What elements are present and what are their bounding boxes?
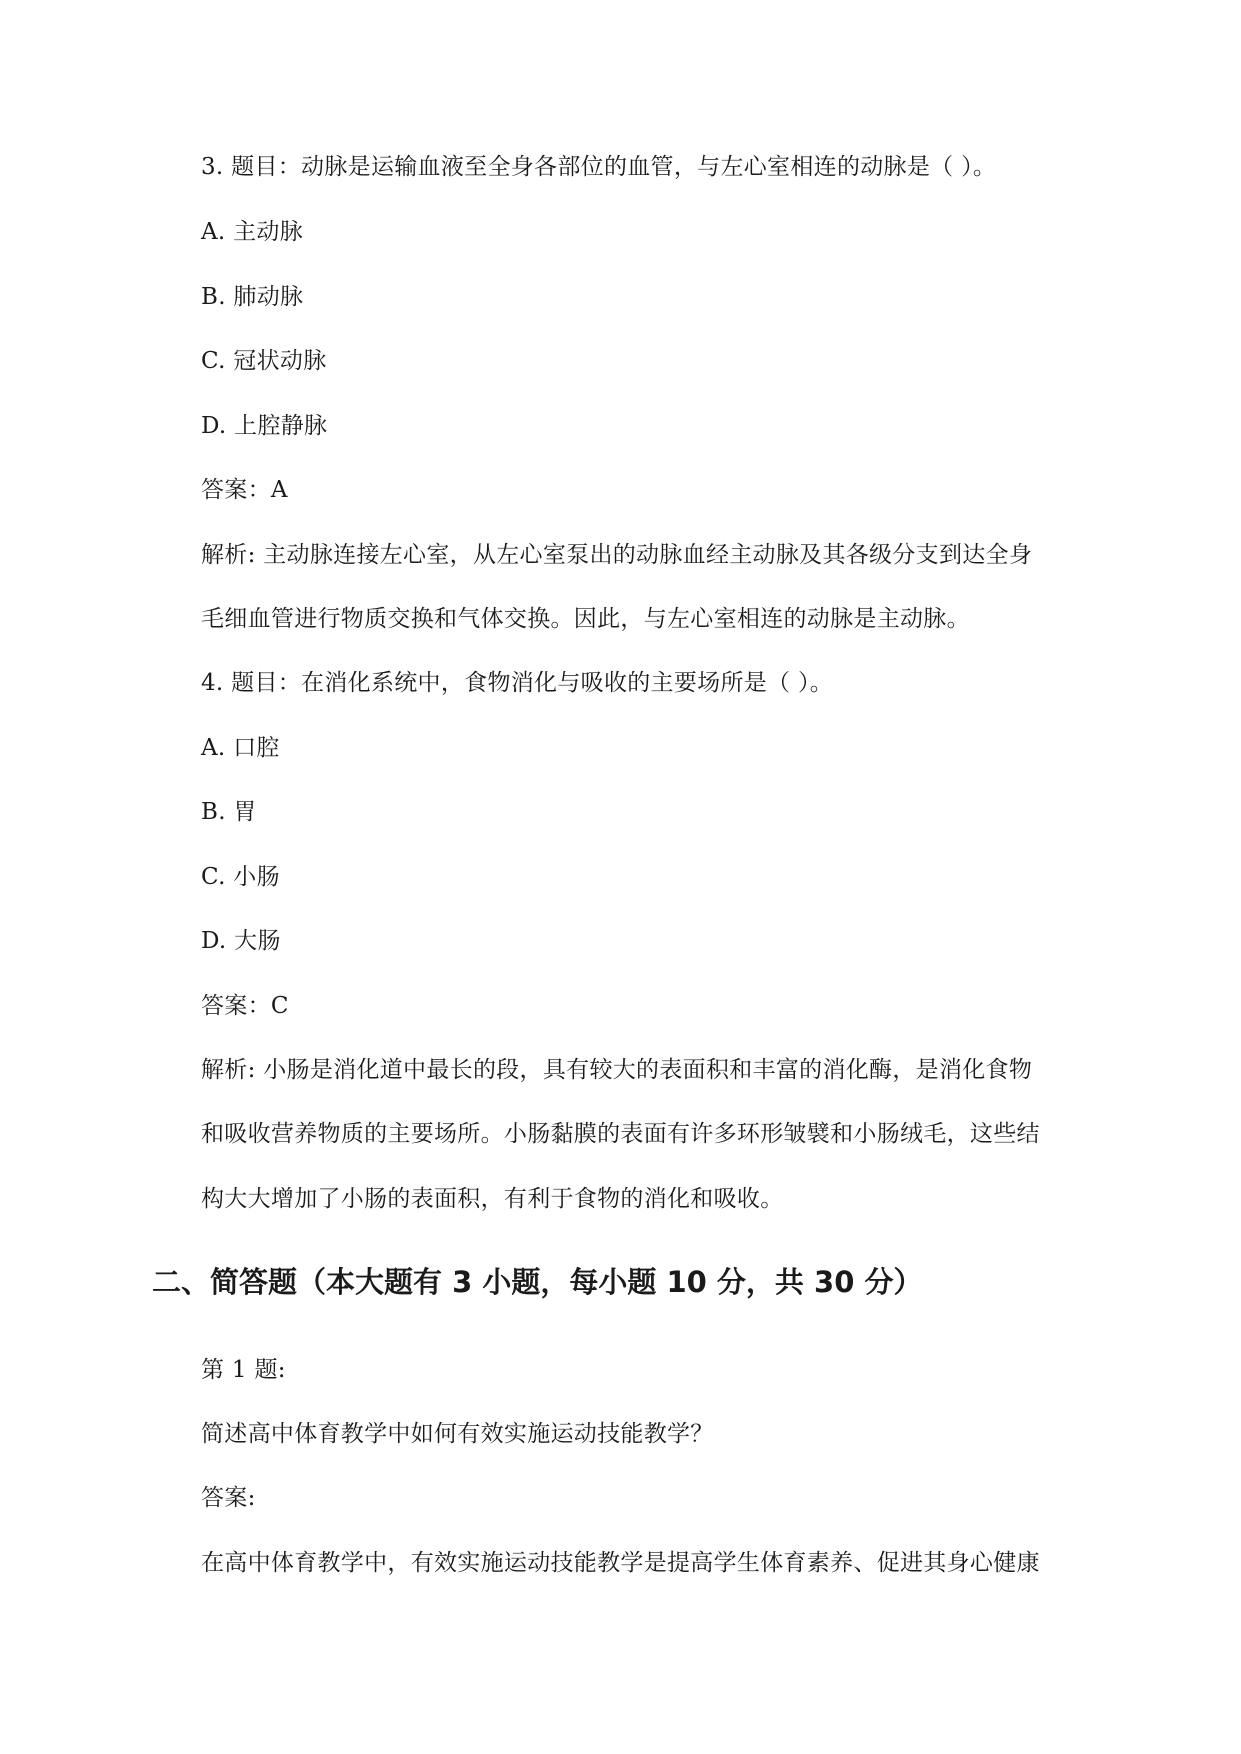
q4-answer: 答案：C — [201, 993, 289, 1019]
q4-option-b: B. 胃 — [201, 799, 257, 825]
q4-analysis-line: 和吸收营养物质的主要场所。小肠黏膜的表面有许多环形皱襞和小肠绒毛，这些结 — [201, 1121, 1040, 1147]
q3-answer: 答案：A — [201, 477, 288, 503]
q4-analysis-line: 解析: 小肠是消化道中最长的段，具有较大的表面积和丰富的消化酶，是消化食物 — [201, 1057, 1033, 1083]
q4-option-a: A. 口腔 — [201, 735, 280, 761]
q3-option-a: A. 主动脉 — [201, 219, 304, 245]
q4-option-c: C. 小肠 — [201, 864, 280, 890]
q3-option-c: C. 冠状动脉 — [201, 348, 327, 374]
q3-option-d: D. 上腔静脉 — [201, 413, 328, 439]
q4-option-d: D. 大肠 — [201, 928, 281, 954]
q3-option-b: B. 肺动脉 — [201, 284, 304, 310]
question-label: 第 1 题: — [201, 1357, 286, 1383]
q4-question: 4. 题目：在消化系统中，食物消化与吸收的主要场所是（ ）。 — [201, 670, 834, 696]
answer-label: 答案: — [201, 1485, 256, 1511]
q3-analysis-line: 毛细血管进行物质交换和气体交换。因此，与左心室相连的动脉是主动脉。 — [201, 606, 970, 632]
answer-text: 在高中体育教学中，有效实施运动技能教学是提高学生体育素养、促进其身心健康 — [201, 1550, 1040, 1576]
q3-analysis-line: 解析: 主动脉连接左心室，从左心室泵出的动脉血经主动脉及其各级分支到达全身 — [201, 542, 1033, 568]
short-answer-question: 简述高中体育教学中如何有效实施运动技能教学？ — [201, 1421, 714, 1447]
q4-analysis-line: 构大大增加了小肠的表面积，有利于食物的消化和吸收。 — [201, 1186, 784, 1212]
q3-question: 3. 题目：动脉是运输血液至全身各部位的血管，与左心室相连的动脉是（ ）。 — [201, 154, 997, 180]
section-heading: 二、简答题（本大题有 3 小题，每小题 10 分，共 30 分） — [152, 1265, 923, 1299]
